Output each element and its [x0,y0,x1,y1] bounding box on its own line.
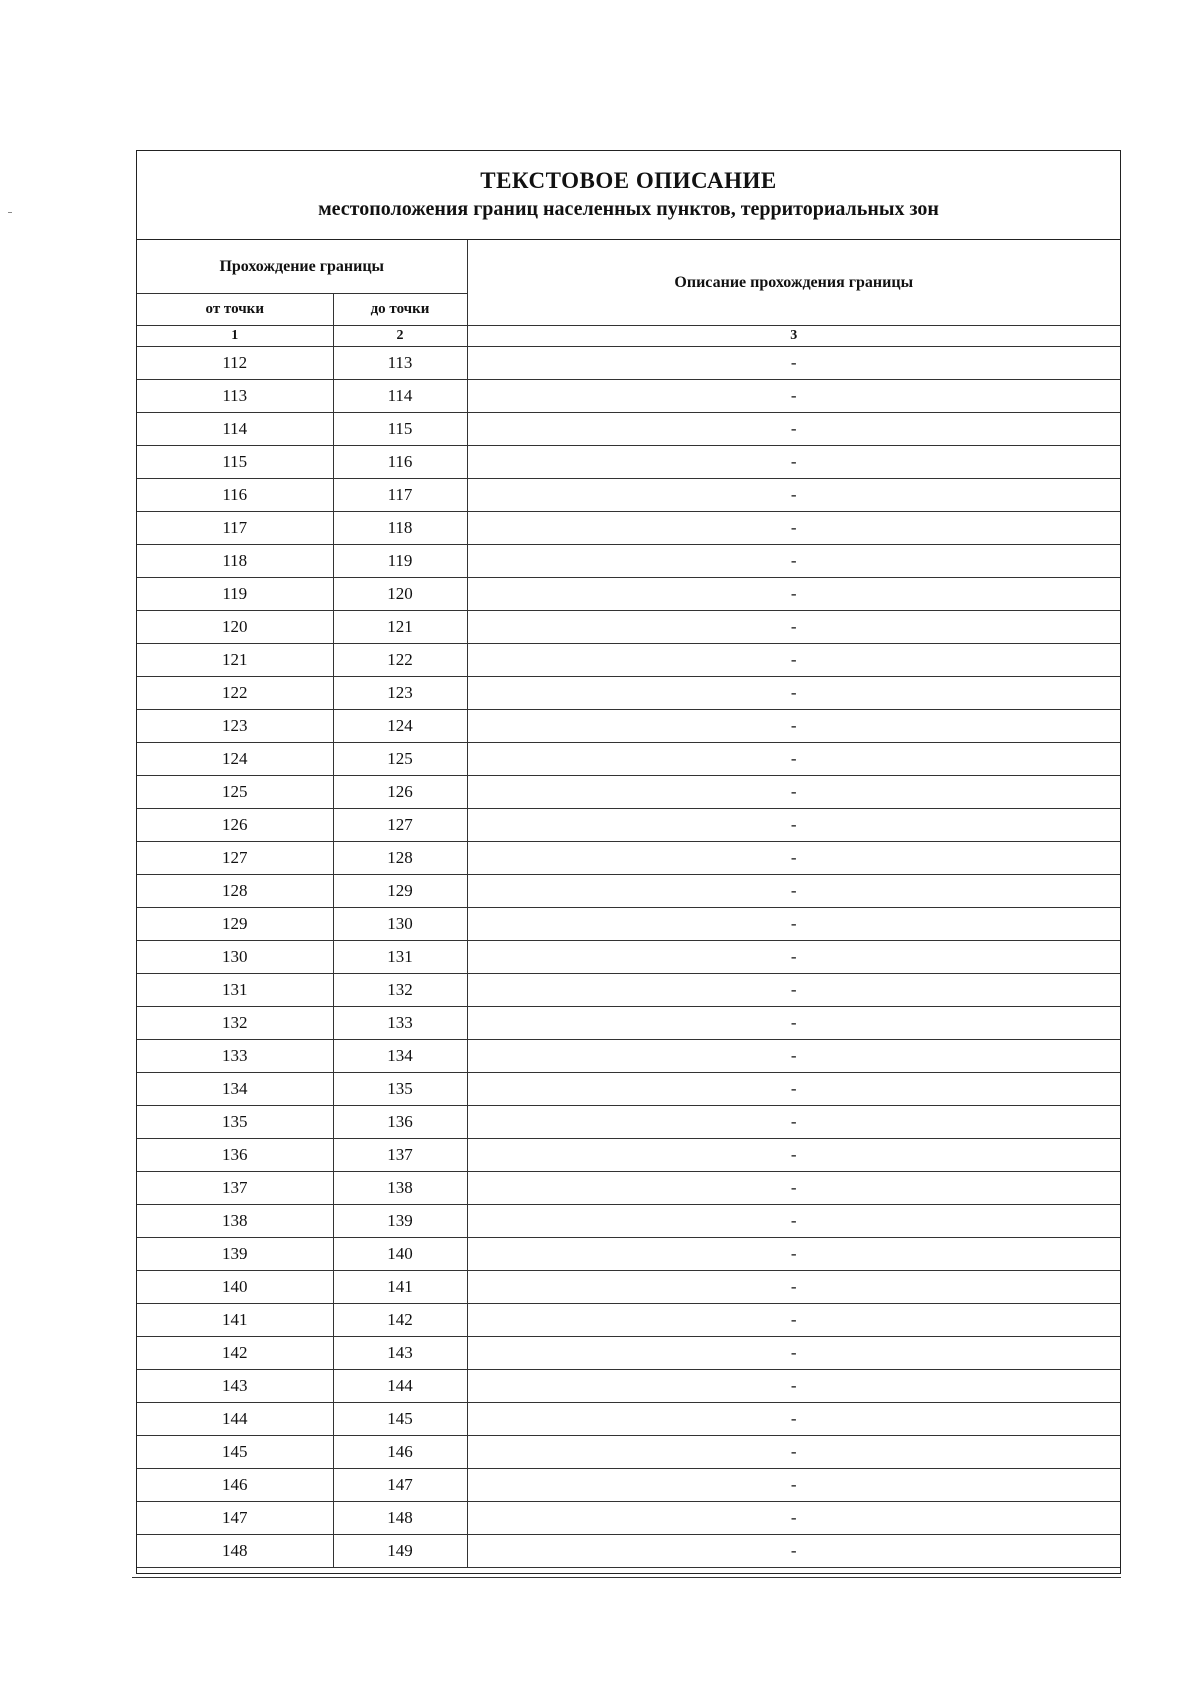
cell-to-point: 133 [333,1007,467,1040]
cell-description: - [467,1403,1120,1436]
header-row-column-numbers [137,326,1120,347]
cell-to-point: 124 [333,710,467,743]
cell-to-point: 120 [333,578,467,611]
header-to-point: до точки [333,294,467,326]
cell-to-point: 129 [333,875,467,908]
cell-from-point: 143 [137,1370,333,1403]
table-row [137,1370,1120,1403]
document-header [137,151,1120,240]
cell-from-point: 140 [137,1271,333,1304]
cell-to-point: 116 [333,446,467,479]
cell-description: - [467,743,1120,776]
cell-to-point: 119 [333,545,467,578]
cell-description: - [467,842,1120,875]
cell-description: - [467,1304,1120,1337]
table-row [137,1172,1120,1205]
table-row [137,1139,1120,1172]
table-row [137,809,1120,842]
table-row [137,974,1120,1007]
cell-from-point: 124 [137,743,333,776]
cell-description: - [467,1436,1120,1469]
table-row [137,578,1120,611]
cell-description: - [467,974,1120,1007]
table-row [137,380,1120,413]
cell-description: - [467,1040,1120,1073]
header-row-passage [137,240,1120,294]
cell-from-point: 148 [137,1535,333,1568]
cell-description: - [467,1271,1120,1304]
cell-from-point: 114 [137,413,333,446]
cell-from-point: 122 [137,677,333,710]
table-row [137,743,1120,776]
cell-to-point: 136 [333,1106,467,1139]
cell-description: - [467,578,1120,611]
cell-to-point: 127 [333,809,467,842]
cell-to-point: 132 [333,974,467,1007]
header-from-point: от точки [137,294,333,326]
table-row [137,1304,1120,1337]
cell-description: - [467,908,1120,941]
header-boundary-passage: Прохождение границы [137,240,467,294]
table-row [137,644,1120,677]
cell-from-point: 126 [137,809,333,842]
cell-to-point: 142 [333,1304,467,1337]
cell-description: - [467,1073,1120,1106]
cell-description: - [467,347,1120,380]
cell-to-point: 134 [333,1040,467,1073]
cell-description: - [467,875,1120,908]
cell-from-point: 141 [137,1304,333,1337]
cell-from-point: 132 [137,1007,333,1040]
cell-to-point: 149 [333,1535,467,1568]
column-number-1: 1 [137,326,333,347]
cell-from-point: 133 [137,1040,333,1073]
cell-from-point: 115 [137,446,333,479]
cell-to-point: 114 [333,380,467,413]
table-row [137,1469,1120,1502]
cell-to-point: 139 [333,1205,467,1238]
cell-to-point: 118 [333,512,467,545]
table-row [137,875,1120,908]
cell-to-point: 117 [333,479,467,512]
table-row [137,1106,1120,1139]
table-row [137,545,1120,578]
table-row [137,413,1120,446]
cell-description: - [467,1535,1120,1568]
cell-from-point: 116 [137,479,333,512]
table-row [137,710,1120,743]
cell-description: - [467,512,1120,545]
cell-from-point: 139 [137,1238,333,1271]
cell-from-point: 129 [137,908,333,941]
boundary-description-document [136,150,1121,1574]
table-row [137,1535,1120,1568]
cell-from-point: 118 [137,545,333,578]
cell-description: - [467,446,1120,479]
cell-description: - [467,1370,1120,1403]
document-subtitle: местоположения границ населенных пунктов, территориальных зон [318,198,939,220]
scan-artifact-mark [8,212,12,213]
cell-from-point: 142 [137,1337,333,1370]
cell-description: - [467,380,1120,413]
table-row [137,1502,1120,1535]
cell-to-point: 147 [333,1469,467,1502]
cell-from-point: 134 [137,1073,333,1106]
cell-to-point: 130 [333,908,467,941]
cell-to-point: 137 [333,1139,467,1172]
table-row [137,1238,1120,1271]
cell-from-point: 136 [137,1139,333,1172]
cell-to-point: 144 [333,1370,467,1403]
cell-from-point: 138 [137,1205,333,1238]
cell-from-point: 112 [137,347,333,380]
column-number-3: 3 [467,326,1120,347]
cell-description: - [467,611,1120,644]
cell-from-point: 127 [137,842,333,875]
table-row [137,1337,1120,1370]
cell-to-point: 145 [333,1403,467,1436]
table-row [137,908,1120,941]
cell-description: - [467,413,1120,446]
cell-description: - [467,545,1120,578]
table-row [137,842,1120,875]
cell-from-point: 119 [137,578,333,611]
cell-from-point: 135 [137,1106,333,1139]
cell-from-point: 146 [137,1469,333,1502]
cell-description: - [467,776,1120,809]
cell-description: - [467,1238,1120,1271]
document-title: ТЕКСТОВОЕ ОПИСАНИЕ [480,168,777,193]
boundary-table-body [137,347,1120,1568]
cell-description: - [467,1205,1120,1238]
cell-description: - [467,677,1120,710]
cell-from-point: 117 [137,512,333,545]
cell-to-point: 122 [333,644,467,677]
cell-description: - [467,1469,1120,1502]
cell-from-point: 145 [137,1436,333,1469]
cell-to-point: 135 [333,1073,467,1106]
cell-from-point: 128 [137,875,333,908]
header-boundary-description: Описание прохождения границы [467,240,1120,326]
table-row [137,1403,1120,1436]
table-row [137,1040,1120,1073]
cell-to-point: 128 [333,842,467,875]
table-row [137,479,1120,512]
table-row [137,1007,1120,1040]
table-row [137,611,1120,644]
cell-to-point: 143 [333,1337,467,1370]
cell-to-point: 148 [333,1502,467,1535]
cell-to-point: 115 [333,413,467,446]
cell-description: - [467,1502,1120,1535]
table-row [137,1205,1120,1238]
cell-from-point: 121 [137,644,333,677]
cell-from-point: 147 [137,1502,333,1535]
table-row [137,347,1120,380]
cell-from-point: 144 [137,1403,333,1436]
table-row [137,446,1120,479]
cell-to-point: 123 [333,677,467,710]
cell-to-point: 140 [333,1238,467,1271]
table-row [137,512,1120,545]
cell-description: - [467,479,1120,512]
cell-from-point: 113 [137,380,333,413]
cell-description: - [467,1106,1120,1139]
cell-from-point: 120 [137,611,333,644]
cell-description: - [467,1337,1120,1370]
bottom-rule-line [132,1577,1121,1578]
table-row [137,776,1120,809]
cell-from-point: 130 [137,941,333,974]
cell-to-point: 113 [333,347,467,380]
table-row [137,1073,1120,1106]
cell-description: - [467,941,1120,974]
column-number-2: 2 [333,326,467,347]
cell-description: - [467,1172,1120,1205]
cell-to-point: 121 [333,611,467,644]
cell-from-point: 123 [137,710,333,743]
table-row [137,941,1120,974]
table-row [137,677,1120,710]
cell-to-point: 146 [333,1436,467,1469]
table-row [137,1271,1120,1304]
cell-to-point: 138 [333,1172,467,1205]
cell-description: - [467,1007,1120,1040]
cell-from-point: 137 [137,1172,333,1205]
table-row [137,1436,1120,1469]
cell-to-point: 131 [333,941,467,974]
cell-from-point: 131 [137,974,333,1007]
cell-to-point: 126 [333,776,467,809]
cell-description: - [467,710,1120,743]
cell-description: - [467,809,1120,842]
cell-to-point: 125 [333,743,467,776]
cell-description: - [467,644,1120,677]
cell-from-point: 125 [137,776,333,809]
boundary-table [137,240,1120,1568]
cell-description: - [467,1139,1120,1172]
cell-to-point: 141 [333,1271,467,1304]
